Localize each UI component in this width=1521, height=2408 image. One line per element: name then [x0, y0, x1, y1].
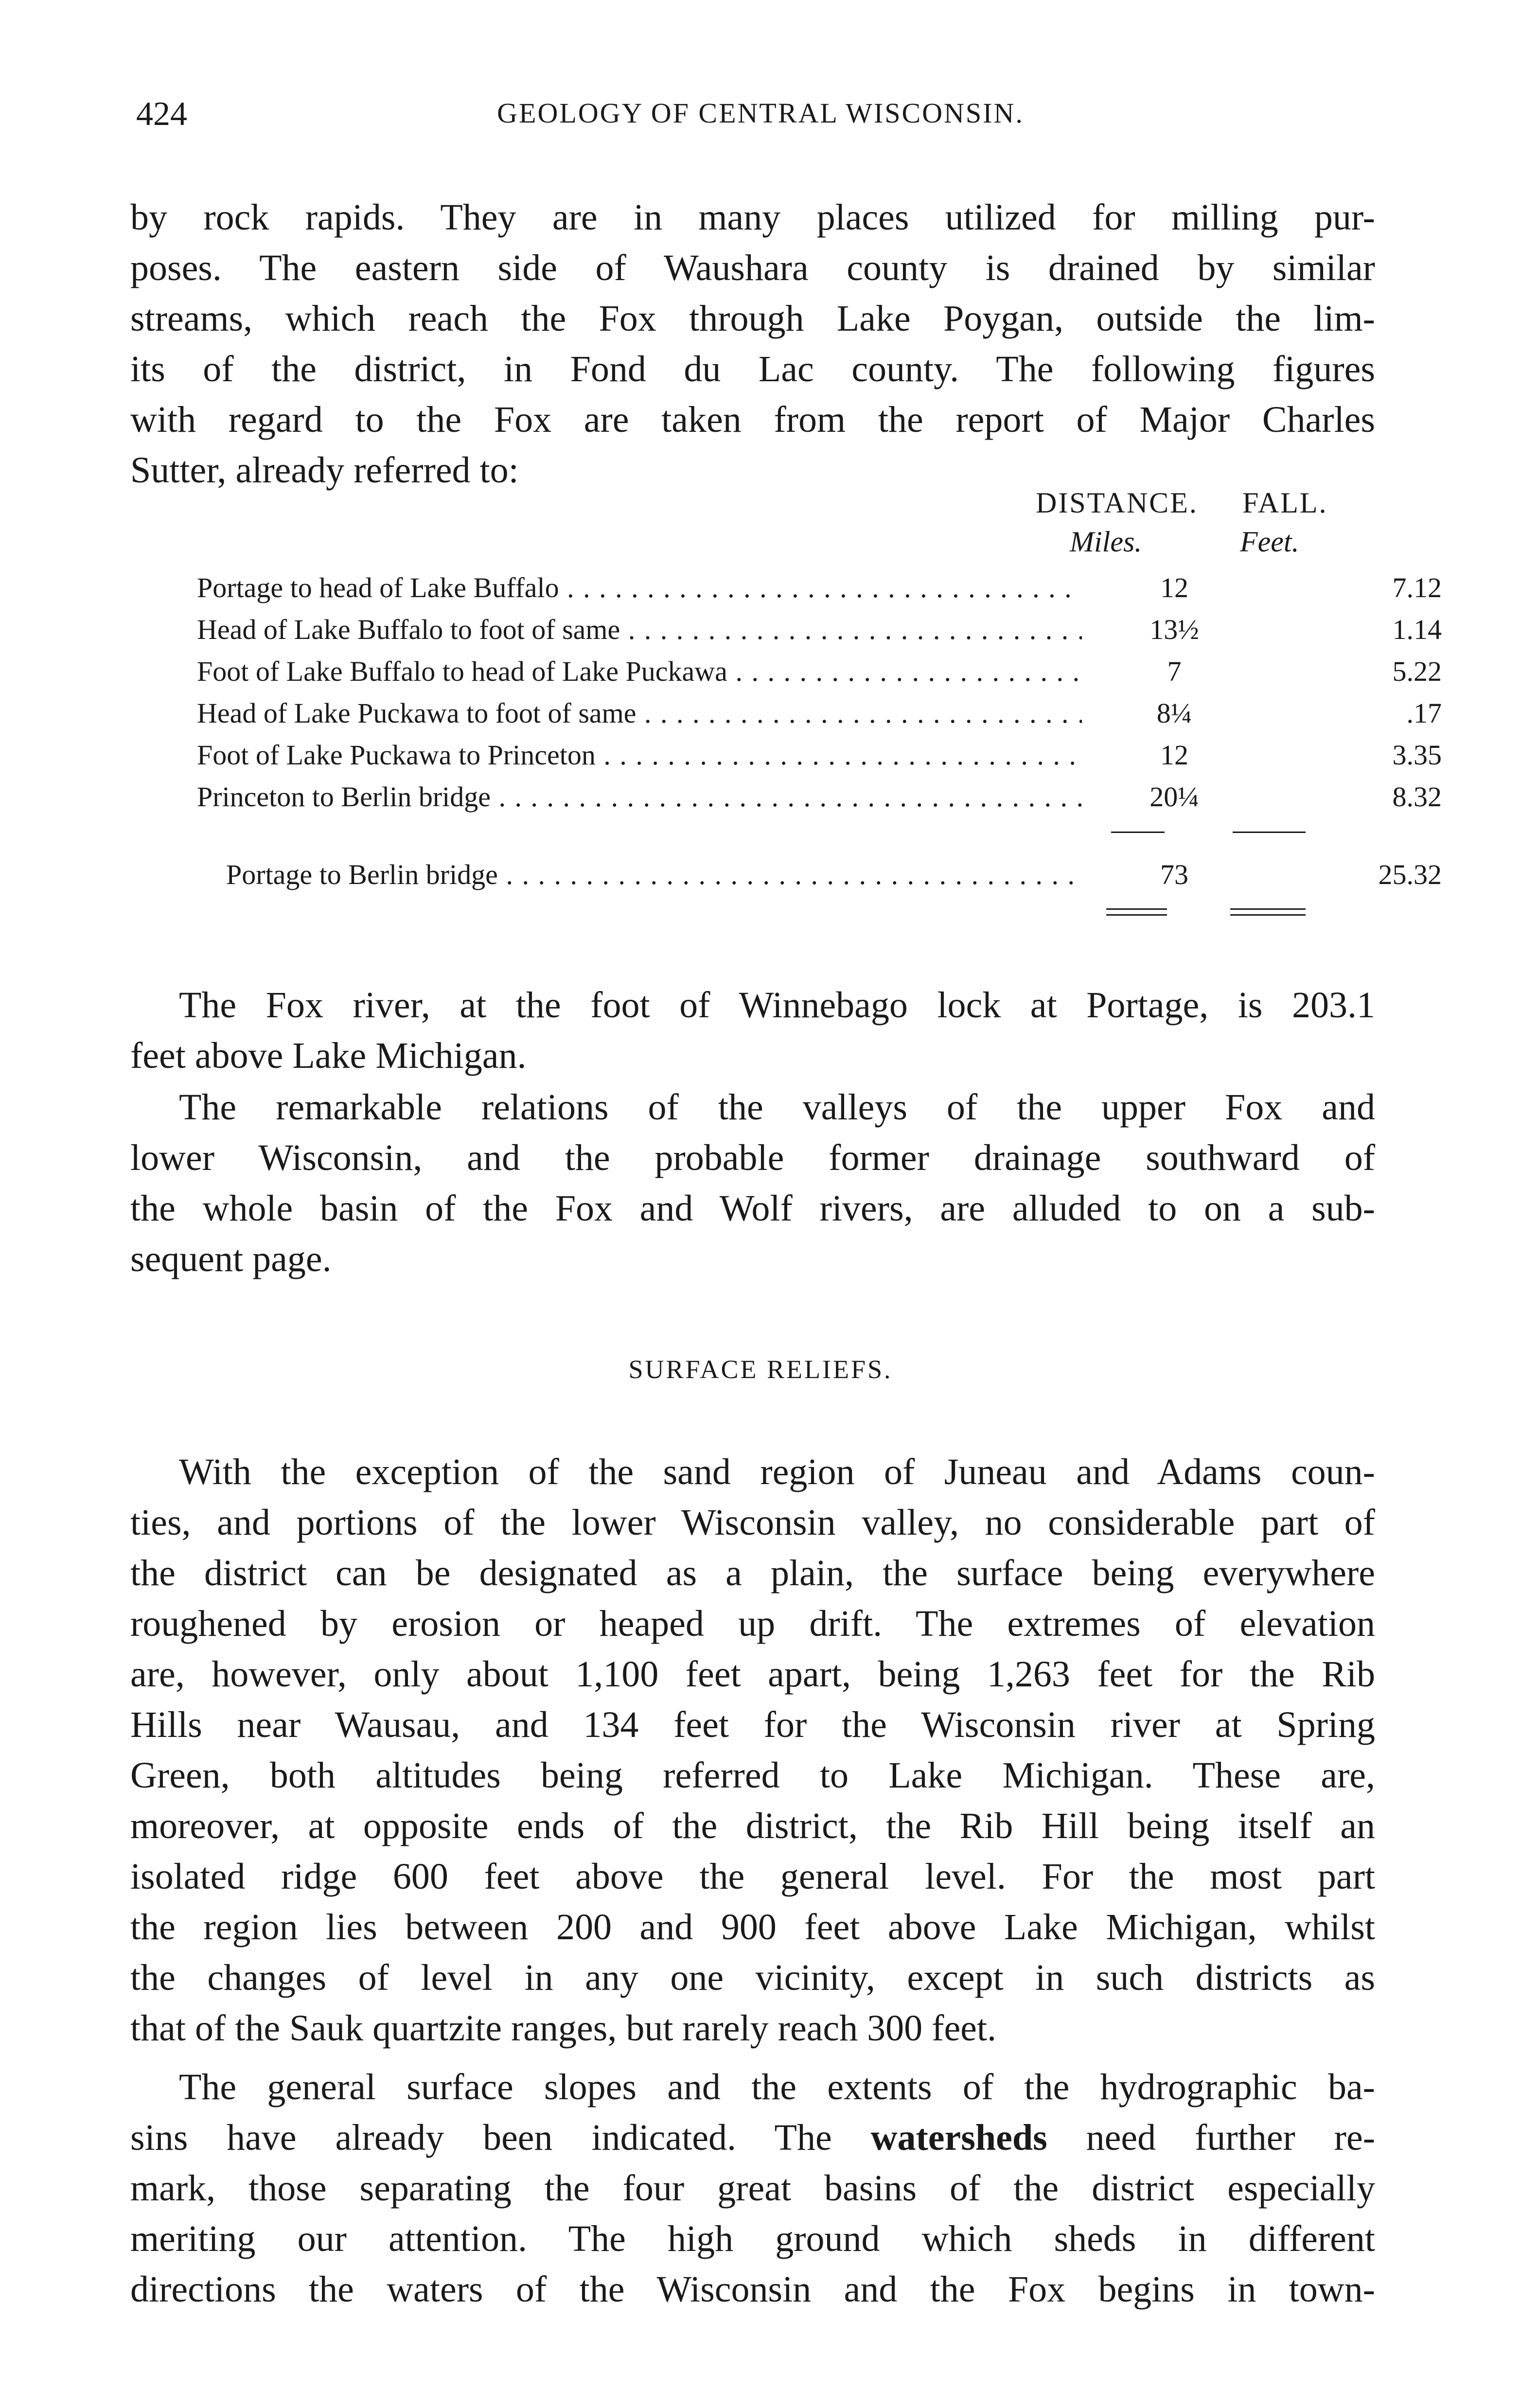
- fall-value: 8.32: [1392, 781, 1442, 813]
- double-rule-fall-top: [1230, 908, 1306, 910]
- fall-value: 7.12: [1392, 572, 1442, 603]
- text-line: The general surface slopes and the extents of the hydrographic ba-: [179, 2067, 1375, 2107]
- total-fall-value: 25.32: [1378, 859, 1442, 890]
- paragraph-valley-relations: [130, 1082, 1375, 1284]
- text-line: feet above Lake Michigan.: [130, 1035, 527, 1076]
- text-line: Green, both altitudes being referred to Lake Michigan. These are,: [130, 1755, 1375, 1796]
- emphasized-term: watersheds: [870, 2117, 1047, 2158]
- sum-rule-distance: [1111, 832, 1165, 833]
- distance-value: 8¼: [1156, 697, 1192, 729]
- text-line: roughened by erosion or heaped up drift. The extremes of elevation: [130, 1603, 1375, 1644]
- page-number: 424: [136, 95, 187, 133]
- route-label: Head of Lake Puckawa to foot of same . . .: [197, 697, 1082, 729]
- table-row: [197, 739, 1442, 780]
- route-label: Princeton to Berlin bridge . . .: [197, 780, 1082, 813]
- text-line: the region lies between 200 and 900 feet above Lake Michigan, whilst: [130, 1907, 1375, 1948]
- text-line: that of the Sauk quartzite ranges, but rarely reach 300 feet.: [130, 2008, 997, 2049]
- text-line: Sutter, already referred to:: [130, 450, 519, 491]
- route-label: Head of Lake Buffalo to foot of same . . .: [197, 613, 1082, 646]
- unit-miles: Miles.: [1070, 526, 1142, 558]
- fall-value: 3.35: [1392, 739, 1442, 771]
- paragraph-fox-drainage: [130, 192, 1375, 496]
- text-line: are, however, only about 1,100 feet apart, being 1,263 feet for the Rib: [130, 1654, 1375, 1695]
- table-total-row: [226, 858, 1442, 900]
- text-line: [130, 2112, 1375, 2163]
- text-line: Hills near Wausau, and 134 feet for the Wisconsin river at Spring: [130, 1704, 1375, 1745]
- paragraph-winnebago-lock: [130, 980, 1375, 1081]
- distance-value: 13½: [1150, 614, 1199, 645]
- double-rule-distance-top: [1106, 908, 1167, 910]
- total-distance-value: 73: [1160, 859, 1188, 890]
- text-fragment: need further re-: [1086, 2117, 1376, 2158]
- text-line: poses. The eastern side of Waushara county is drained by similar: [130, 248, 1375, 288]
- text-line: by rock rapids. They are in many places utilized for milling pur-: [130, 197, 1375, 238]
- text-line: ties, and portions of the lower Wisconsin valley, no considerable part of: [130, 1502, 1375, 1543]
- distance-value: 12: [1160, 572, 1188, 603]
- table-row: [197, 697, 1442, 739]
- text-line: With the exception of the sand region of Juneau and Adams coun-: [179, 1452, 1375, 1492]
- distance-value: 20¼: [1150, 781, 1199, 813]
- text-fragment: sins have already been indicated. The: [130, 2117, 832, 2158]
- text-line: The Fox river, at the foot of Winnebago lock at Portage, is 203.1: [179, 985, 1375, 1026]
- page-header: [129, 95, 1392, 134]
- text-line: the whole basin of the Fox and Wolf rivers, are alluded to on a sub-: [130, 1188, 1375, 1229]
- fall-value: 5.22: [1392, 655, 1442, 687]
- text-line: meriting our attention. The high ground which sheds in different: [130, 2218, 1375, 2259]
- column-header-fall: FALL.: [1242, 487, 1328, 519]
- table-row: [197, 613, 1442, 655]
- table-row: [197, 780, 1442, 822]
- text-line: moreover, at opposite ends of the district, the Rib Hill being itself an: [130, 1806, 1375, 1846]
- text-line: isolated ridge 600 feet above the general level. For the most part: [130, 1856, 1375, 1897]
- route-label: Foot of Lake Puckawa to Princeton . . .: [197, 739, 1082, 771]
- text-line: sequent page.: [130, 1239, 332, 1279]
- route-label: Portage to head of Lake Buffalo . . .: [197, 571, 1082, 604]
- paragraph-watersheds: [130, 2062, 1375, 2315]
- text-line: streams, which reach the Fox through Lake Poygan, outside the lim-: [130, 298, 1375, 339]
- text-line: the changes of level in any one vicinity, except in such districts as: [130, 1957, 1375, 1998]
- text-line: with regard to the Fox are taken from the report of Major Charles: [130, 399, 1375, 440]
- table-row: [197, 655, 1442, 697]
- sum-rule-fall: [1233, 832, 1306, 833]
- text-line: mark, those separating the four great basins of the district especially: [130, 2168, 1375, 2209]
- text-line: The remarkable relations of the valleys of the upper Fox and: [179, 1087, 1375, 1128]
- text-line: lower Wisconsin, and the probable former drainage southward of: [130, 1137, 1375, 1178]
- text-line: directions the waters of the Wisconsin and the Fox begins in town-: [130, 2269, 1375, 2310]
- text-line: its of the district, in Fond du Lac county. The following figures: [130, 349, 1375, 390]
- double-rule-distance-bottom: [1106, 914, 1167, 916]
- unit-feet: Feet.: [1240, 526, 1299, 558]
- text-line: the district can be designated as a plain, the surface being everywhere: [130, 1553, 1375, 1594]
- distance-value: 12: [1160, 739, 1188, 771]
- running-title: GEOLOGY OF CENTRAL WISCONSIN.: [497, 97, 1024, 129]
- fall-value: 1.14: [1392, 614, 1442, 645]
- section-heading: SURFACE RELIEFS.: [628, 1355, 893, 1384]
- double-rule-fall-bottom: [1230, 914, 1306, 916]
- total-route-label: Portage to Berlin bridge . . .: [226, 858, 1082, 891]
- distance-value: 7: [1167, 655, 1182, 687]
- route-label: Foot of Lake Buffalo to head of Lake Puckawa . . .: [197, 655, 1082, 688]
- table-row: [197, 571, 1442, 613]
- fall-value: .17: [1406, 697, 1442, 729]
- paragraph-surface-reliefs: [130, 1447, 1375, 2054]
- column-header-distance: DISTANCE.: [1036, 487, 1198, 519]
